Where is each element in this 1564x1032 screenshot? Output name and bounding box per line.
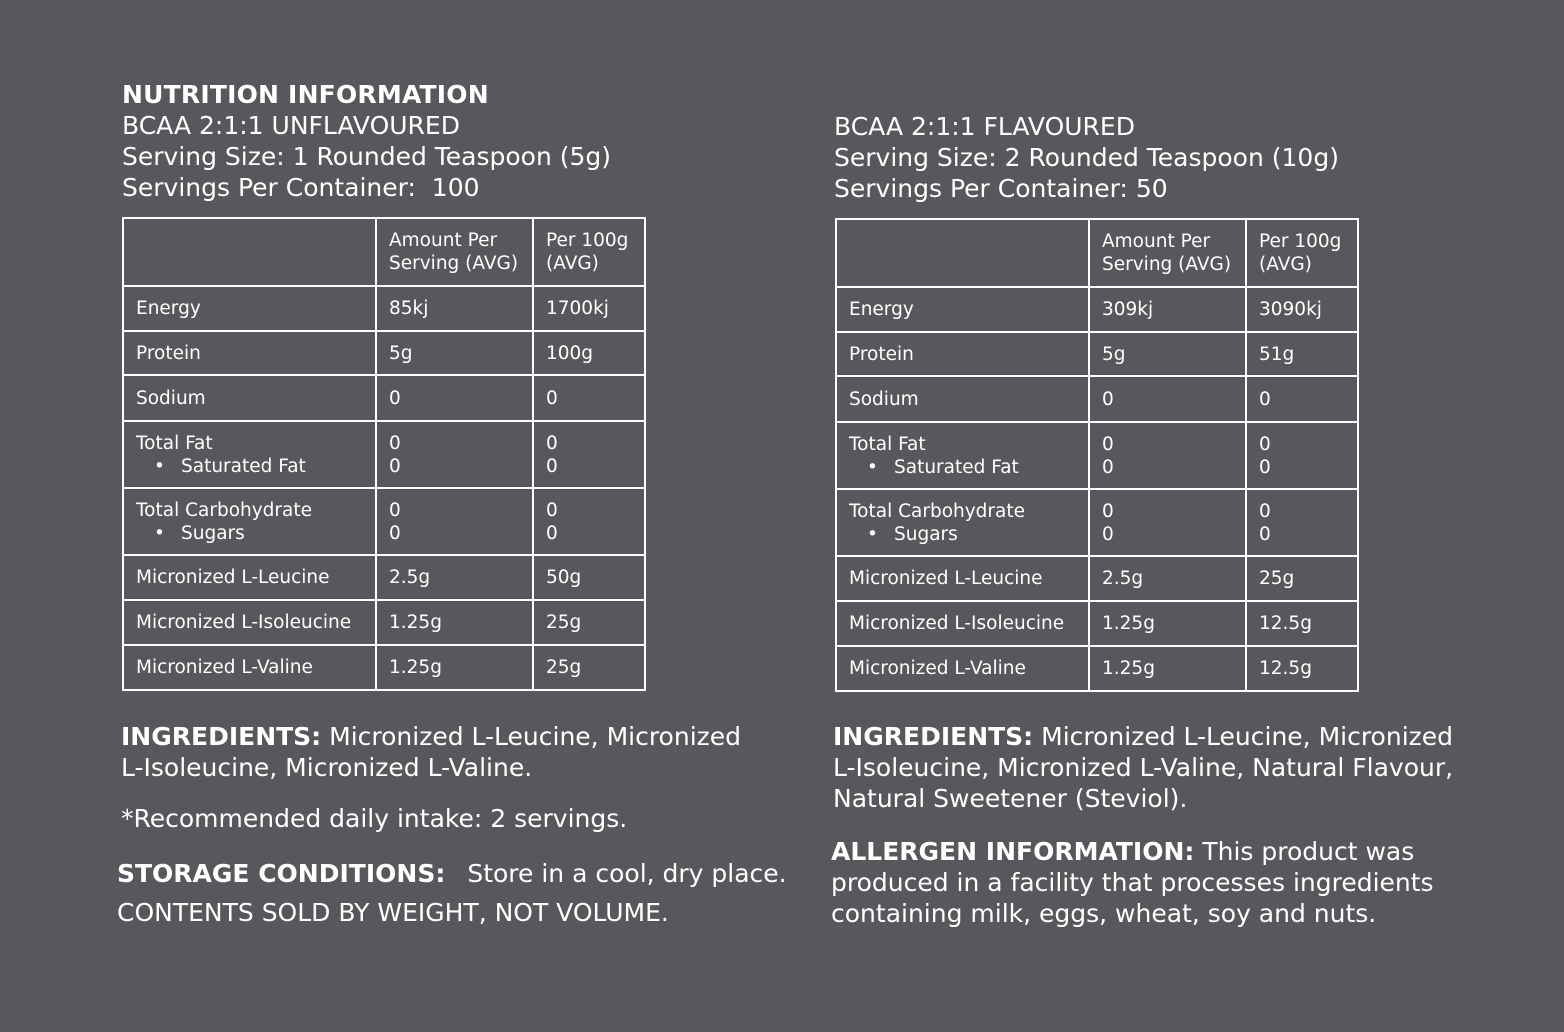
serving-value: 1.25g [1089,601,1246,646]
left-ingredients-label: INGREDIENTS: [121,722,322,751]
per100-value: 12.5g [1246,601,1358,646]
right-header [834,111,1339,204]
nutrient-label: Protein [836,332,1089,376]
left-header [122,80,611,203]
nutrient-label: Total Fat • Saturated Fat [123,421,376,488]
right-ingredients-label: INGREDIENTS: [833,722,1034,751]
header-blank-cell [123,218,376,286]
right-ingredients-line3: Natural Sweetener (Steviol). [833,784,1188,813]
per100-value: 0 [533,375,645,421]
left-servings-per-container: Servings Per Container: 100 [122,173,480,202]
per100-value: 50g [533,555,645,600]
table-row [836,422,1358,489]
serving-value: 0 0 [376,488,533,555]
left-ingredients-line2: L-Isoleucine, Micronized L-Valine. [121,753,533,782]
table-row [836,376,1358,422]
right-ingredients-line1: Micronized L-Leucine, Micronized [1033,722,1454,751]
storage-text: Store in a cool, dry place. [467,859,787,888]
left-product-name: BCAA 2:1:1 UNFLAVOURED [122,111,460,140]
table-row [123,375,645,421]
storage-label: STORAGE CONDITIONS: [117,859,446,888]
bullet-icon: • [154,522,165,544]
header-amount-per-serving: Amount Per Serving (AVG) [1089,219,1246,287]
header-per-100g: Per 100g (AVG) [1246,219,1358,287]
nutrient-label: Micronized L-Valine [836,646,1089,691]
per100-value: 0 0 [1246,422,1358,489]
per100-value: 0 [1246,376,1358,422]
per100-value: 25g [533,645,645,690]
table-header-row [123,218,645,286]
per100-value: 51g [1246,332,1358,376]
serving-value: 2.5g [376,555,533,600]
table-row [123,600,645,645]
serving-value: 0 [1089,376,1246,422]
per100-value: 3090kj [1246,287,1358,332]
table-row [836,646,1358,691]
table-row [123,286,645,331]
serving-value: 1.25g [376,645,533,690]
table-row [836,556,1358,601]
table-row [836,332,1358,376]
nutrient-label: Sodium [123,375,376,421]
serving-value: 0 0 [1089,489,1246,556]
nutrient-label: Micronized L-Leucine [123,555,376,600]
bullet-icon: • [867,456,878,478]
nutrient-label: Energy [123,286,376,331]
bullet-icon: • [867,523,878,545]
allergen-line3: containing milk, eggs, wheat, soy and nuts. [831,899,1377,928]
table-row [123,331,645,375]
header-blank-cell [836,219,1089,287]
right-ingredients-line2: L-Isoleucine, Micronized L-Valine, Natural Flavour, [833,753,1454,782]
header-per-100g: Per 100g (AVG) [533,218,645,286]
header-amount-per-serving: Amount Per Serving (AVG) [376,218,533,286]
per100-value: 0 0 [1246,489,1358,556]
left-serving-size: Serving Size: 1 Rounded Teaspoon (5g) [122,142,612,171]
right-product-name: BCAA 2:1:1 FLAVOURED [834,112,1135,141]
nutrient-label: Micronized L-Valine [123,645,376,690]
serving-value: 85kj [376,286,533,331]
table-row [836,287,1358,332]
per100-value: 0 0 [533,488,645,555]
allergen-line2: produced in a facility that processes ingredients [831,868,1434,897]
serving-value: 1.25g [376,600,533,645]
table-row [123,645,645,690]
contents-note: CONTENTS SOLD BY WEIGHT, NOT VOLUME. [117,898,669,927]
right-serving-size: Serving Size: 2 Rounded Teaspoon (10g) [834,143,1339,172]
right-nutrition-table [835,218,1359,692]
allergen-line1: This product was [1194,837,1415,866]
per100-value: 25g [533,600,645,645]
right-servings-per-container: Servings Per Container: 50 [834,174,1168,203]
nutrient-label: Micronized L-Leucine [836,556,1089,601]
nutrient-label: Total Carbohydrate • Sugars [836,489,1089,556]
left-ingredients-line1: Micronized L-Leucine, Micronized [321,722,742,751]
per100-value: 0 0 [533,421,645,488]
left-nutrition-table [122,217,646,691]
per100-value: 12.5g [1246,646,1358,691]
nutrient-label: Micronized L-Isoleucine [123,600,376,645]
table-row [123,421,645,488]
serving-value: 0 0 [1089,422,1246,489]
nutrient-label: Micronized L-Isoleucine [836,601,1089,646]
right-ingredients [833,721,1453,814]
nutrient-label: Total Fat • Saturated Fat [836,422,1089,489]
serving-value: 1.25g [1089,646,1246,691]
serving-value: 0 0 [376,421,533,488]
nutrition-heading: NUTRITION INFORMATION [122,80,489,109]
serving-value: 5g [376,331,533,375]
serving-value: 5g [1089,332,1246,376]
allergen-label: ALLERGEN INFORMATION: [831,837,1195,866]
nutrient-label: Total Carbohydrate • Sugars [123,488,376,555]
table-header-row [836,219,1358,287]
serving-value: 309kj [1089,287,1246,332]
bullet-icon: • [154,455,165,477]
serving-value: 2.5g [1089,556,1246,601]
left-ingredients [121,721,741,783]
allergen-information [831,836,1434,929]
per100-value: 25g [1246,556,1358,601]
per100-value: 100g [533,331,645,375]
per100-value: 1700kj [533,286,645,331]
nutrient-label: Protein [123,331,376,375]
table-row [836,601,1358,646]
recommended-intake: *Recommended daily intake: 2 servings. [121,804,628,833]
table-row [836,489,1358,556]
nutrient-label: Sodium [836,376,1089,422]
nutrient-label: Energy [836,287,1089,332]
storage-conditions [117,858,787,889]
table-row [123,555,645,600]
table-row [123,488,645,555]
serving-value: 0 [376,375,533,421]
